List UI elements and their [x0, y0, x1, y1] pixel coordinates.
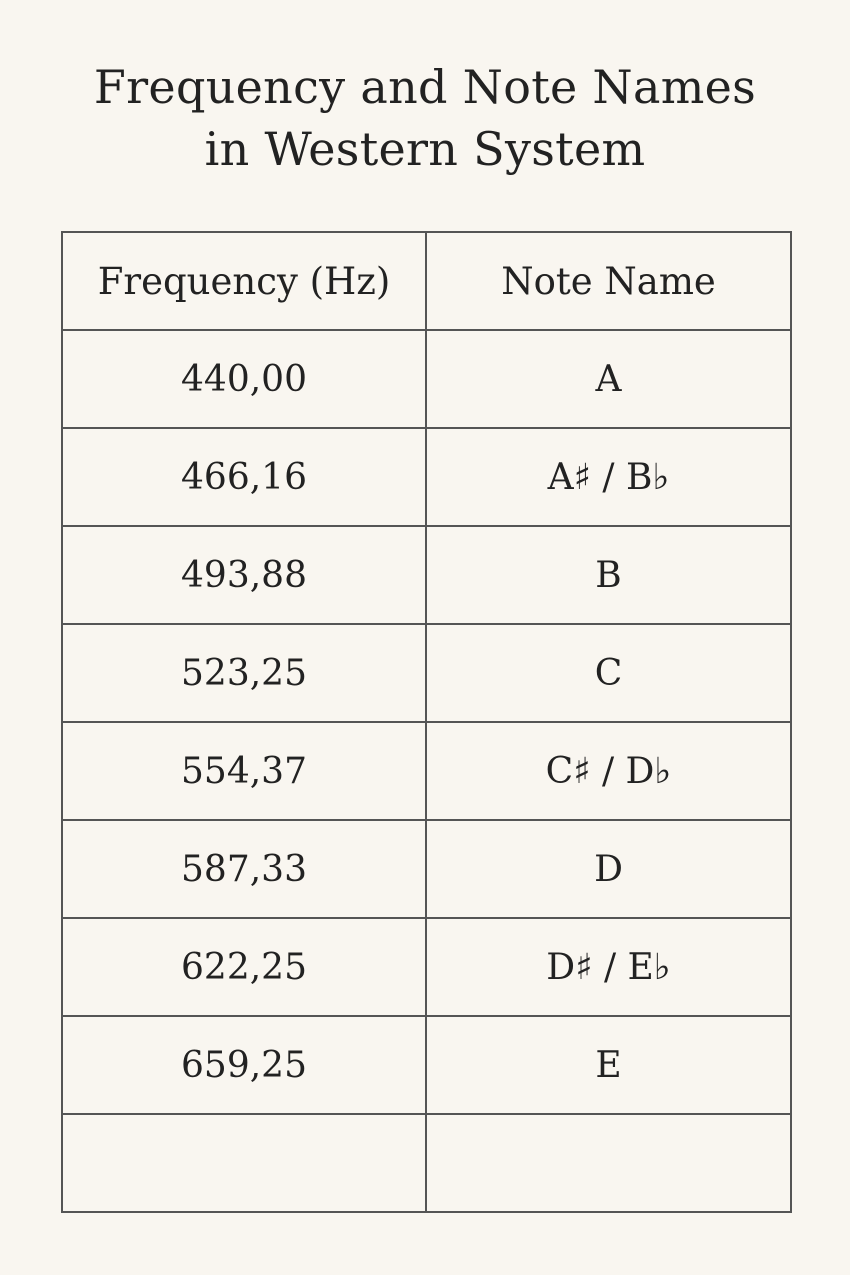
title-line-2: in Western System	[204, 122, 646, 176]
table-row	[62, 428, 791, 526]
frequency-cell: 523,25	[62, 624, 426, 722]
frequency-cell: 493,88	[62, 526, 426, 624]
table-row	[62, 1016, 791, 1114]
frequency-cell: 466,16	[62, 428, 426, 526]
note-cell: D♯ / E♭	[426, 918, 791, 1016]
table-row	[62, 330, 791, 428]
note-cell	[426, 1114, 791, 1212]
header-frequency: Frequency (Hz)	[62, 232, 426, 330]
note-cell: E	[426, 1016, 791, 1114]
table-row	[62, 820, 791, 918]
frequency-cell: 587,33	[62, 820, 426, 918]
frequency-note-table	[61, 231, 792, 1213]
table-row-empty	[62, 1114, 791, 1212]
note-cell: C	[426, 624, 791, 722]
page-title	[0, 56, 850, 180]
table-row	[62, 624, 791, 722]
note-cell: B	[426, 526, 791, 624]
frequency-cell: 622,25	[62, 918, 426, 1016]
table-row	[62, 722, 791, 820]
note-cell: C♯ / D♭	[426, 722, 791, 820]
frequency-cell: 554,37	[62, 722, 426, 820]
table-header-row	[62, 232, 791, 330]
frequency-cell: 659,25	[62, 1016, 426, 1114]
table-row	[62, 526, 791, 624]
frequency-cell: 440,00	[62, 330, 426, 428]
header-note-name: Note Name	[426, 232, 791, 330]
title-line-1: Frequency and Note Names	[93, 60, 757, 114]
frequency-cell	[62, 1114, 426, 1212]
table-row	[62, 918, 791, 1016]
note-cell: A♯ / B♭	[426, 428, 791, 526]
note-cell: A	[426, 330, 791, 428]
note-cell: D	[426, 820, 791, 918]
